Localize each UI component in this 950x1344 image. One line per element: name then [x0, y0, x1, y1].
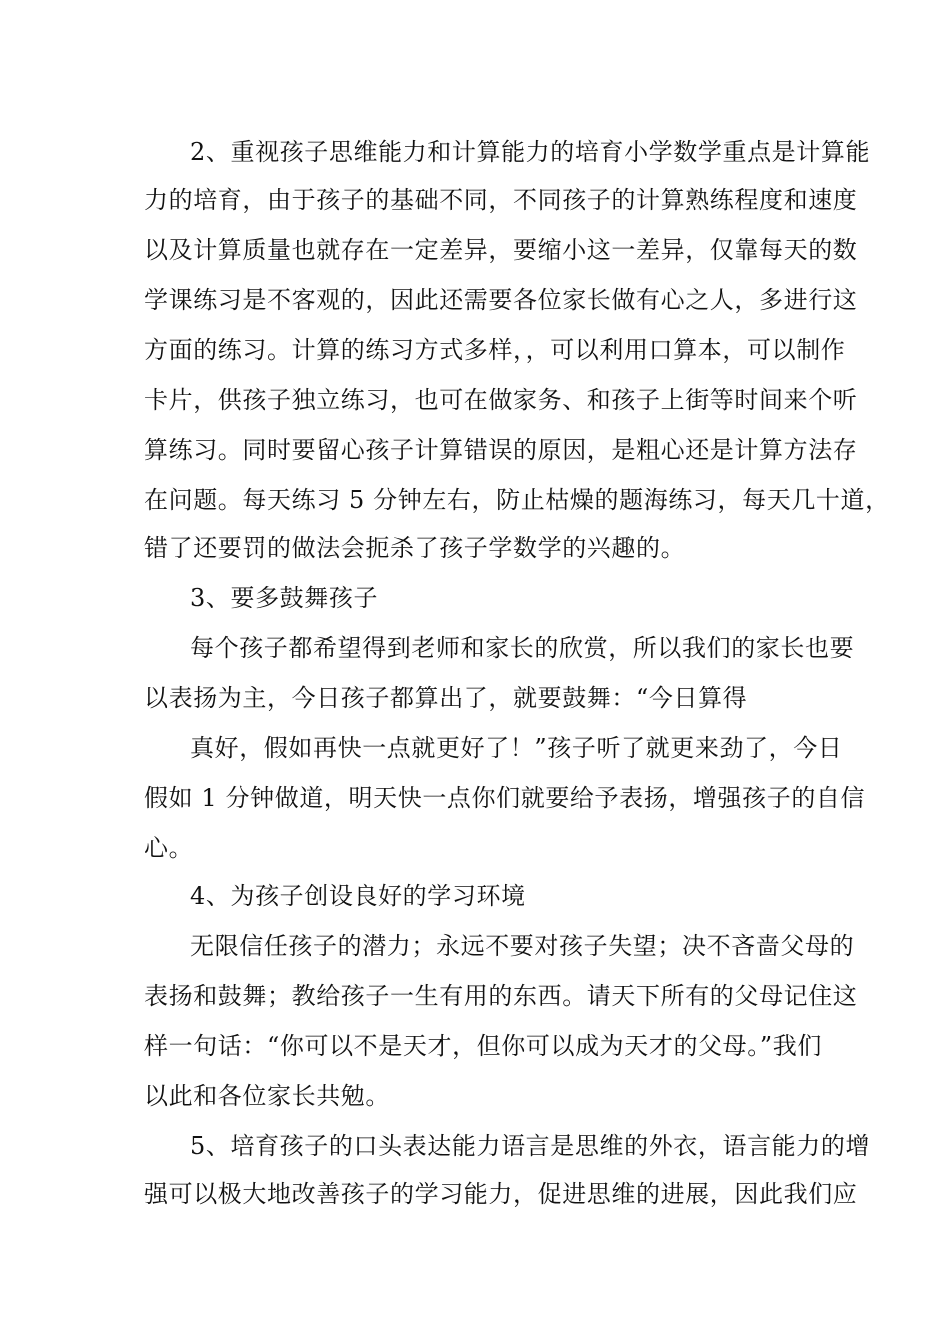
paragraph-3-line: 真好，假如再快一点就更好了！”孩子听了就更来劲了，今日	[190, 734, 843, 762]
paragraph-4-line: 以此和各位家长共勉。	[144, 1082, 390, 1110]
paragraph-2-heading-line: 2、重视孩子思维能力和计算能力的培育小学数学重点是计算能	[190, 138, 871, 166]
paragraph-2-line: 在问题。每天练习 5 分钟左右，防止枯燥的题海练习，每天几十道，	[144, 486, 890, 514]
paragraph-2-line: 算练习。同时要留心孩子计算错误的原因，是粗心还是计算方法存	[144, 436, 858, 464]
paragraph-2-line: 学课练习是不客观的，因此还需要各位家长做有心之人，多进行这	[144, 286, 858, 314]
paragraph-3-line: 假如 1 分钟做道，明天快一点你们就要给予表扬，增强孩子的自信	[144, 784, 866, 812]
paragraph-3-line: 以表扬为主，今日孩子都算出了，就要鼓舞：“今日算得	[144, 684, 748, 712]
paragraph-4-line: 样一句话：“你可以不是天才，但你可以成为天才的父母。”我们	[144, 1032, 822, 1060]
paragraph-5-line: 强可以极大地改善孩子的学习能力，促进思维的进展，因此我们应	[144, 1180, 858, 1208]
heading-4: 4、为孩子创设良好的学习环境	[190, 882, 526, 910]
heading-3: 3、要多鼓舞孩子	[190, 584, 379, 612]
paragraph-2-line: 方面的练习。计算的练习方式多样，，可以利用口算本，可以制作	[144, 336, 846, 364]
paragraph-4-line: 表扬和鼓舞；教给孩子一生有用的东西。请天下所有的父母记住这	[144, 982, 858, 1010]
paragraph-5-heading-line: 5、培育孩子的口头表达能力语言是思维的外衣，语言能力的增	[190, 1132, 871, 1160]
paragraph-4-line: 无限信任孩子的潜力；永远不要对孩子失望；决不吝啬父母的	[190, 932, 855, 960]
paragraph-2-line: 以及计算质量也就存在一定差异，要缩小这一差异，仅靠每天的数	[144, 236, 858, 264]
paragraph-2-line: 力的培育，由于孩子的基础不同，不同孩子的计算熟练程度和速度	[144, 186, 858, 214]
paragraph-2-line: 卡片，供孩子独立练习，也可在做家务、和孩子上街等时间来个听	[144, 386, 858, 414]
paragraph-3-line: 心。	[144, 834, 194, 862]
paragraph-3-line: 每个孩子都希望得到老师和家长的欣赏，所以我们的家长也要	[190, 634, 855, 662]
paragraph-2-line: 错了还要罚的做法会扼杀了孩子学数学的兴趣的。	[144, 534, 686, 562]
